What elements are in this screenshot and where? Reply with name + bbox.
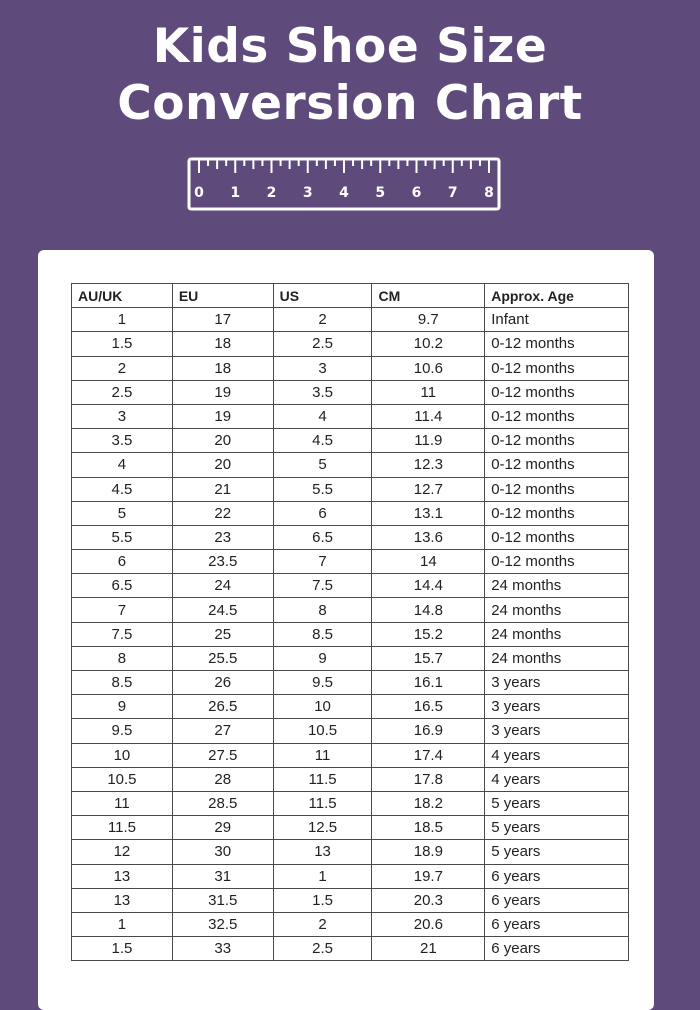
table-cell: 11	[372, 380, 485, 404]
table-cell: 26.5	[172, 695, 273, 719]
title-line-2: Conversion Chart	[117, 76, 583, 131]
table-cell: 9.5	[72, 719, 173, 743]
table-cell: 13.6	[372, 525, 485, 549]
table-row	[72, 646, 629, 670]
table-cell: 1.5	[273, 888, 372, 912]
table-row	[72, 308, 629, 332]
table-cell: 21	[372, 937, 485, 961]
table-cell: 5 years	[485, 840, 629, 864]
table-row	[72, 719, 629, 743]
table-cell: 10.5	[273, 719, 372, 743]
table-row	[72, 525, 629, 549]
ruler-label: 5	[375, 185, 386, 201]
table-cell: 26	[172, 671, 273, 695]
table-row	[72, 453, 629, 477]
table-cell: 5.5	[273, 477, 372, 501]
table-cell: 19	[172, 380, 273, 404]
table-cell: 4 years	[485, 767, 629, 791]
table-cell: 8	[72, 646, 173, 670]
table-cell: 29	[172, 816, 273, 840]
header-au-uk: AU/UK	[72, 284, 173, 308]
header-eu: EU	[172, 284, 273, 308]
table-cell: 3	[273, 356, 372, 380]
table-cell: 11.9	[372, 429, 485, 453]
table-cell: 24 months	[485, 598, 629, 622]
table-cell: 0-12 months	[485, 404, 629, 428]
table-row	[72, 550, 629, 574]
table-cell: 20	[172, 453, 273, 477]
table-cell: 23	[172, 525, 273, 549]
ruler-label: 4	[339, 185, 349, 201]
table-cell: 1	[273, 864, 372, 888]
table-cell: 7	[273, 550, 372, 574]
table-cell: 10	[273, 695, 372, 719]
table-cell: 5	[273, 453, 372, 477]
table-cell: 0-12 months	[485, 501, 629, 525]
table-cell: 11	[72, 791, 173, 815]
table-cell: 12.3	[372, 453, 485, 477]
table-cell: 3	[72, 404, 173, 428]
table-cell: 12	[72, 840, 173, 864]
table-cell: 18	[172, 356, 273, 380]
table-cell: 4.5	[273, 429, 372, 453]
table-cell: 2.5	[273, 332, 372, 356]
table-cell: 8.5	[273, 622, 372, 646]
table-cell: 9	[72, 695, 173, 719]
table-cell: 2.5	[273, 937, 372, 961]
table-cell: 21	[172, 477, 273, 501]
table-cell: 5 years	[485, 791, 629, 815]
table-cell: 7.5	[273, 574, 372, 598]
ruler-label: 1	[230, 185, 241, 201]
table-cell: 16.9	[372, 719, 485, 743]
table-cell: 25.5	[172, 646, 273, 670]
table-cell: 15.7	[372, 646, 485, 670]
table-cell: 32.5	[172, 912, 273, 936]
table-cell: 11.5	[273, 791, 372, 815]
table-cell: 8.5	[72, 671, 173, 695]
table-row	[72, 767, 629, 791]
table-row	[72, 501, 629, 525]
table-row	[72, 937, 629, 961]
table-cell: 23.5	[172, 550, 273, 574]
table-cell: 5.5	[72, 525, 173, 549]
table-cell: 6 years	[485, 912, 629, 936]
table-cell: 7.5	[72, 622, 173, 646]
table-cell: 6.5	[273, 525, 372, 549]
table-cell: 0-12 months	[485, 525, 629, 549]
table-cell: 5	[72, 501, 173, 525]
table-cell: Infant	[485, 308, 629, 332]
table-cell: 8	[273, 598, 372, 622]
ruler-label: 6	[411, 185, 422, 201]
table-cell: 20	[172, 429, 273, 453]
table-cell: 18.5	[372, 816, 485, 840]
table-cell: 9.5	[273, 671, 372, 695]
table-row	[72, 332, 629, 356]
table-row	[72, 380, 629, 404]
table-cell: 25	[172, 622, 273, 646]
table-cell: 5 years	[485, 816, 629, 840]
table-cell: 20.3	[372, 888, 485, 912]
table-cell: 33	[172, 937, 273, 961]
table-cell: 17	[172, 308, 273, 332]
table-cell: 13.1	[372, 501, 485, 525]
table-cell: 14.4	[372, 574, 485, 598]
table-cell: 11.5	[72, 816, 173, 840]
table-cell: 6.5	[72, 574, 173, 598]
table-row	[72, 622, 629, 646]
table-cell: 28.5	[172, 791, 273, 815]
table-cell: 19.7	[372, 864, 485, 888]
table-cell: 24 months	[485, 622, 629, 646]
table-cell: 2	[273, 912, 372, 936]
table-cell: 22	[172, 501, 273, 525]
table-cell: 6	[72, 550, 173, 574]
table-cell: 6 years	[485, 937, 629, 961]
table-cell: 4	[72, 453, 173, 477]
table-cell: 10.6	[372, 356, 485, 380]
table-cell: 0-12 months	[485, 356, 629, 380]
table-cell: 3 years	[485, 719, 629, 743]
table-cell: 1	[72, 308, 173, 332]
table-cell: 13	[72, 888, 173, 912]
table-cell: 13	[273, 840, 372, 864]
table-row	[72, 888, 629, 912]
table-cell: 31.5	[172, 888, 273, 912]
table-cell: 12.7	[372, 477, 485, 501]
table-cell: 2.5	[72, 380, 173, 404]
table-cell: 17.4	[372, 743, 485, 767]
table-row	[72, 816, 629, 840]
table-cell: 18.2	[372, 791, 485, 815]
table-cell: 14	[372, 550, 485, 574]
table-cell: 16.5	[372, 695, 485, 719]
table-cell: 28	[172, 767, 273, 791]
size-chart-card	[38, 250, 654, 1010]
table-row	[72, 864, 629, 888]
ruler-label: 3	[302, 185, 313, 201]
table-cell: 15.2	[372, 622, 485, 646]
table-cell: 14.8	[372, 598, 485, 622]
table-cell: 9.7	[372, 308, 485, 332]
table-cell: 19	[172, 404, 273, 428]
table-cell: 24 months	[485, 574, 629, 598]
table-row	[72, 791, 629, 815]
table-row	[72, 671, 629, 695]
table-cell: 6	[273, 501, 372, 525]
table-cell: 0-12 months	[485, 380, 629, 404]
table-cell: 0-12 months	[485, 429, 629, 453]
page-title	[0, 18, 700, 132]
ruler-label: 7	[447, 185, 458, 201]
table-row	[72, 912, 629, 936]
table-row	[72, 695, 629, 719]
table-cell: 27	[172, 719, 273, 743]
table-cell: 30	[172, 840, 273, 864]
table-cell: 11	[273, 743, 372, 767]
table-cell: 6 years	[485, 864, 629, 888]
table-cell: 0-12 months	[485, 453, 629, 477]
table-cell: 13	[72, 864, 173, 888]
table-cell: 24 months	[485, 646, 629, 670]
table-cell: 9	[273, 646, 372, 670]
ruler-label: 0	[194, 185, 204, 201]
table-cell: 12.5	[273, 816, 372, 840]
header-approx-age: Approx. Age	[485, 284, 629, 308]
table-cell: 24.5	[172, 598, 273, 622]
table-cell: 4 years	[485, 743, 629, 767]
table-cell: 4	[273, 404, 372, 428]
ruler-label: 2	[266, 185, 277, 201]
table-cell: 0-12 months	[485, 477, 629, 501]
table-cell: 1.5	[72, 332, 173, 356]
table-row	[72, 356, 629, 380]
ruler-label: 8	[484, 185, 494, 201]
table-cell: 16.1	[372, 671, 485, 695]
table-cell: 10.5	[72, 767, 173, 791]
table-cell: 0-12 months	[485, 332, 629, 356]
table-cell: 3.5	[273, 380, 372, 404]
table-cell: 18	[172, 332, 273, 356]
table-row	[72, 574, 629, 598]
title-line-1: Kids Shoe Size	[152, 19, 548, 74]
table-cell: 2	[273, 308, 372, 332]
table-cell: 2	[72, 356, 173, 380]
table-row	[72, 404, 629, 428]
table-header-row	[72, 284, 629, 308]
table-cell: 10.2	[372, 332, 485, 356]
table-cell: 0-12 months	[485, 550, 629, 574]
table-cell: 20.6	[372, 912, 485, 936]
table-cell: 24	[172, 574, 273, 598]
size-table	[71, 283, 629, 961]
table-cell: 7	[72, 598, 173, 622]
table-cell: 3 years	[485, 671, 629, 695]
table-cell: 1.5	[72, 937, 173, 961]
table-cell: 1	[72, 912, 173, 936]
table-cell: 27.5	[172, 743, 273, 767]
table-cell: 11.5	[273, 767, 372, 791]
header-us: US	[273, 284, 372, 308]
ruler-icon	[187, 157, 501, 211]
header-cm: CM	[372, 284, 485, 308]
table-cell: 10	[72, 743, 173, 767]
table-cell: 17.8	[372, 767, 485, 791]
table-row	[72, 477, 629, 501]
table-row	[72, 598, 629, 622]
table-row	[72, 429, 629, 453]
table-cell: 11.4	[372, 404, 485, 428]
table-cell: 6 years	[485, 888, 629, 912]
table-cell: 4.5	[72, 477, 173, 501]
table-row	[72, 840, 629, 864]
table-cell: 31	[172, 864, 273, 888]
table-row	[72, 743, 629, 767]
table-cell: 18.9	[372, 840, 485, 864]
table-cell: 3 years	[485, 695, 629, 719]
table-cell: 3.5	[72, 429, 173, 453]
